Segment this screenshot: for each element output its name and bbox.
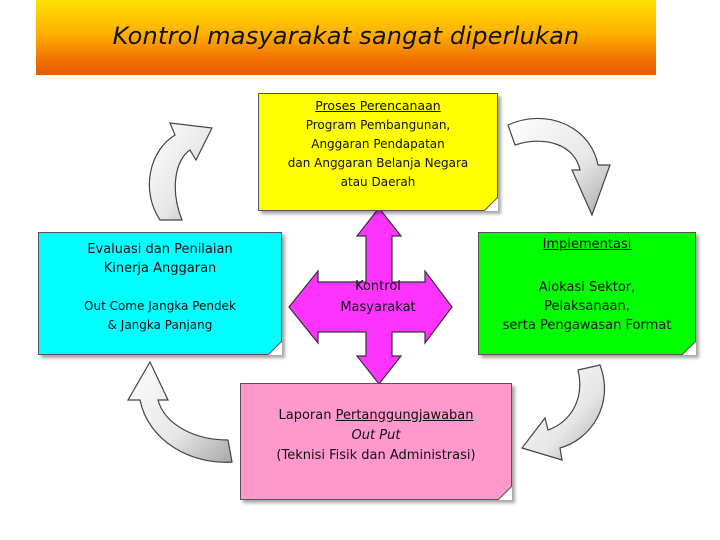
planning-line: dan Anggaran Belanja Negara [287, 156, 469, 170]
center-line: Kontrol [355, 279, 401, 294]
curved-arrow-icon [522, 365, 604, 460]
implementation-box [478, 232, 696, 355]
report-heading [241, 406, 511, 426]
evaluation-heading: Kinerja Anggaran [103, 261, 217, 276]
report-line: (Teknisi Fisik dan Administrasi) [276, 448, 476, 463]
implementation-heading: Implementasi [542, 237, 632, 252]
report-heading-underlined: Pertanggungjawaban [335, 408, 474, 423]
page-fold-icon [682, 341, 696, 355]
planning-line: atau Daerah [340, 175, 416, 189]
report-heading-plain: Laporan [278, 408, 336, 423]
page-fold-icon [268, 341, 282, 355]
page-title: Kontrol masyarakat sangat diperlukan [112, 22, 580, 50]
implementation-line: Alokasi Sektor, [538, 280, 636, 295]
page-fold-icon [484, 197, 498, 211]
planning-heading: Proses Perencanaan [315, 98, 441, 113]
implementation-line: serta Pengawasan Format [502, 318, 672, 333]
page-fold-icon [498, 486, 512, 500]
curved-arrow-icon [128, 362, 232, 462]
center-line: Masyarakat [340, 300, 416, 315]
curved-arrow-icon [149, 123, 212, 220]
implementation-line: Pelaksanaan, [544, 299, 630, 314]
evaluation-box [38, 232, 282, 355]
planning-line: Program Pembangunan, [305, 118, 451, 132]
evaluation-heading: Evaluasi dan Penilaian [87, 242, 233, 257]
report-line: Out Put [351, 428, 401, 443]
evaluation-line: Out Come Jangka Pendek [84, 299, 236, 313]
planning-line: Anggaran Pendapatan [311, 137, 445, 151]
report-box [240, 383, 512, 500]
planning-box [258, 93, 498, 211]
curved-arrow-icon [508, 118, 610, 215]
center-control-label [318, 276, 438, 318]
evaluation-line: & Jangka Panjang [107, 318, 213, 332]
